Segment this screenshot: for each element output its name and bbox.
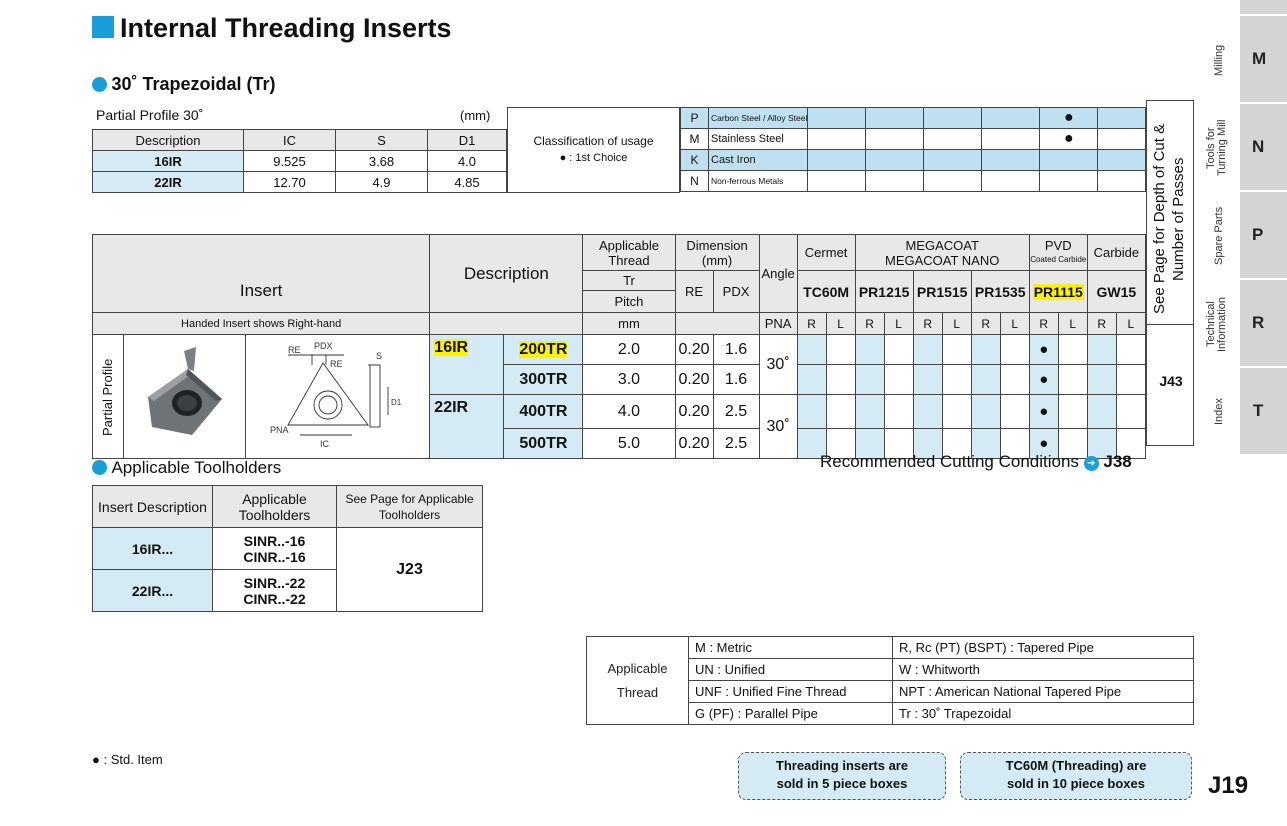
re-value: 0.20 xyxy=(675,335,713,365)
partial-profile-cell xyxy=(93,335,124,459)
drawing-label-pna: PNA xyxy=(269,425,289,435)
megacoat-nano-label: MEGACOAT NANO xyxy=(884,252,1000,268)
th-holder: CINR..-16 xyxy=(243,548,306,565)
class-code: K xyxy=(681,150,709,171)
th-insert: 16IR... xyxy=(93,528,213,570)
side-tab-top xyxy=(1240,0,1287,14)
arrow-right-icon: ➔ xyxy=(1084,456,1099,471)
pdx-value: 1.6 xyxy=(713,365,759,395)
pitch-value: 4.0 xyxy=(583,395,675,429)
box-note-line: sold in 5 piece boxes xyxy=(776,776,908,791)
side-tab-n[interactable] xyxy=(1240,104,1287,190)
carbide-header: Carbide xyxy=(1087,235,1145,271)
hand-l: L xyxy=(1116,313,1145,335)
hand-r: R xyxy=(797,313,826,335)
tab-label-milling: Milling xyxy=(1213,44,1225,76)
grade-pr1535: PR1535 xyxy=(971,271,1029,313)
pna-value: 30˚ xyxy=(759,395,797,459)
side-tab-t[interactable] xyxy=(1240,368,1287,454)
see-page-column xyxy=(1146,100,1194,446)
side-tab-p[interactable] xyxy=(1240,192,1287,278)
th-insert: 22IR... xyxy=(93,570,213,612)
description-header: Description xyxy=(430,235,583,313)
section-subtitle: 30˚ Trapezoidal (Tr) xyxy=(111,74,276,94)
insert-header: Insert xyxy=(239,280,283,300)
class-code: P xyxy=(681,108,709,129)
box-note-line: sold in 10 piece boxes xyxy=(1007,776,1145,791)
thread-type: G (PF) : Parallel Pipe xyxy=(689,703,893,725)
tab-label-spare-parts: Spare Parts xyxy=(1213,206,1225,266)
class-mark: ● xyxy=(1040,129,1098,150)
classification-label: Classification of usage xyxy=(533,134,654,148)
toolholders-table xyxy=(92,485,483,612)
thread-type: NPT : American National Tapered Pipe xyxy=(893,681,1194,703)
hand-l: L xyxy=(1000,313,1029,335)
class-name: Carbon Steel / Alloy Steel xyxy=(709,108,808,129)
insert-drawing-cell xyxy=(246,335,430,459)
pdx-header: PDX xyxy=(713,271,759,313)
drawing-label-ic: IC xyxy=(319,439,329,449)
hand-l: L xyxy=(884,313,913,335)
title-square-icon xyxy=(92,16,114,38)
pitch-value: 5.0 xyxy=(583,429,675,459)
page-number: J19 xyxy=(1208,772,1249,799)
th-holder: SINR..-16 xyxy=(243,532,306,549)
see-page-ref: J43 xyxy=(1159,373,1183,389)
holder-code: 16IR xyxy=(434,339,469,356)
tab-letter: M xyxy=(1252,49,1267,68)
tab-letter: R xyxy=(1252,313,1265,332)
grade-pr1515: PR1515 xyxy=(913,271,971,313)
tr-header: Tr xyxy=(583,271,675,291)
tab-letter: N xyxy=(1252,137,1265,156)
mm-header: mm xyxy=(583,313,675,335)
pitch-header: Pitch xyxy=(583,291,675,313)
hand-l: L xyxy=(826,313,855,335)
insert-desc: 300TR xyxy=(504,365,583,395)
class-code: N xyxy=(681,171,709,192)
desc-cell xyxy=(504,335,583,365)
hand-l: L xyxy=(942,313,971,335)
th-holders xyxy=(213,570,337,612)
first-choice-note: ● : 1st Choice xyxy=(559,152,628,164)
class-mark: ● xyxy=(1040,108,1098,129)
angle-header: Angle xyxy=(759,235,797,313)
grade-pr1115: PR1115 xyxy=(1033,283,1083,300)
grade-gw15: GW15 xyxy=(1087,271,1145,313)
toolholders-heading-block xyxy=(92,458,281,478)
tab-letter: T xyxy=(1253,401,1264,420)
th-header-page: See Page for Applicable Toolholders xyxy=(337,486,483,528)
dim-cell: 4.9 xyxy=(336,172,428,193)
insert-photo-cell xyxy=(124,335,246,459)
th-header-holders: Applicable Toolholders xyxy=(213,486,337,528)
drawing-label-d1: D1 xyxy=(390,398,401,407)
hand-l: L xyxy=(1058,313,1087,335)
box-note-line: Threading inserts are xyxy=(775,758,909,773)
insert-photo-icon xyxy=(130,339,240,449)
drawing-label-s: S xyxy=(375,351,382,361)
box-note-10pcs xyxy=(960,752,1192,800)
recommended-link[interactable] xyxy=(820,452,1132,472)
tab-label-technical-info: Technical Information xyxy=(1205,296,1228,352)
holder-code: 22IR xyxy=(430,395,504,459)
dimension-header: Dimension (mm) xyxy=(675,235,759,271)
grade-tc60m: TC60M xyxy=(797,271,855,313)
drawing-label-re2: RE xyxy=(329,359,343,369)
coated-carbide-label: Coated Carbide xyxy=(1030,254,1087,264)
insert-header-cell xyxy=(93,235,430,313)
thread-type: UN : Unified xyxy=(689,659,893,681)
box-note-5pcs xyxy=(738,752,946,800)
dim-cell: 22IR xyxy=(93,172,244,193)
pdx-value: 2.5 xyxy=(713,395,759,429)
dim-cell: 16IR xyxy=(93,151,244,172)
dim-header-s: S xyxy=(336,130,428,151)
recommended-text: Recommended Cutting Conditions xyxy=(820,452,1079,471)
insert-desc: 400TR xyxy=(504,395,583,429)
class-name: Non-ferrous Metals xyxy=(709,171,808,192)
grade-pr1215: PR1215 xyxy=(855,271,913,313)
dim-header-description: Description xyxy=(93,130,244,151)
re-value: 0.20 xyxy=(675,365,713,395)
classification-table xyxy=(680,107,1146,192)
dim-unit: (mm) xyxy=(460,108,491,123)
applicable-thread-header: Applicable Thread xyxy=(583,235,675,271)
re-header: RE xyxy=(675,271,713,313)
hand-r: R xyxy=(971,313,1000,335)
thread-type: M : Metric xyxy=(689,637,893,659)
th-holder: SINR..-22 xyxy=(243,574,306,591)
tab-label-index: Index xyxy=(1213,398,1225,426)
thread-type: R, Rc (PT) (BSPT) : Tapered Pipe xyxy=(893,637,1194,659)
see-page-label: See Page for Depth of Cut & Number of Passes xyxy=(1151,123,1187,315)
pvd-header xyxy=(1029,235,1087,271)
main-table xyxy=(92,234,1146,459)
megacoat-header xyxy=(855,235,1029,271)
dim-cell: 9.525 xyxy=(244,151,336,172)
std-mark: ● xyxy=(1029,429,1058,459)
holder-cell xyxy=(430,335,504,395)
pna-value: 30˚ xyxy=(759,335,797,395)
dim-header-ic: IC xyxy=(244,130,336,151)
drawing-label-re: RE xyxy=(287,345,301,355)
bullet-dot-icon xyxy=(92,77,107,92)
dim-header-d1: D1 xyxy=(428,130,507,151)
dim-cell: 4.85 xyxy=(428,172,507,193)
tab-letter: P xyxy=(1252,225,1264,244)
pitch-value: 2.0 xyxy=(583,335,675,365)
thread-type: W : Whitworth xyxy=(893,659,1194,681)
pitch-value: 3.0 xyxy=(583,365,675,395)
std-item-note: ● : Std. Item xyxy=(92,752,163,767)
std-mark: ● xyxy=(1029,395,1058,429)
recommended-ref: J38 xyxy=(1103,452,1132,471)
partial-profile-label: Partial Profile xyxy=(100,357,115,436)
thread-type: Tr : 30˚ Trapezoidal xyxy=(893,703,1194,725)
insert-desc: 500TR xyxy=(504,429,583,459)
classification-label-box xyxy=(507,107,680,193)
hand-r: R xyxy=(1029,313,1058,335)
side-tab-r[interactable] xyxy=(1240,280,1287,366)
pvd-label: PVD xyxy=(1044,237,1072,253)
pna-header: PNA xyxy=(759,313,797,335)
class-code: M xyxy=(681,129,709,150)
box-note-line: TC60M (Threading) are xyxy=(1005,758,1147,773)
hand-r: R xyxy=(913,313,942,335)
dim-cell: 12.70 xyxy=(244,172,336,193)
cermet-header: Cermet xyxy=(797,235,855,271)
th-header-insert: Insert Description xyxy=(93,486,213,528)
dim-caption: Partial Profile 30˚ xyxy=(96,107,204,123)
page-title: Internal Threading Inserts xyxy=(120,13,452,43)
insert-desc: 200TR xyxy=(519,340,568,358)
class-name: Cast Iron xyxy=(709,150,808,171)
side-tab-m[interactable] xyxy=(1240,16,1287,102)
th-holder: CINR..-22 xyxy=(243,590,306,607)
handed-note: Handed Insert shows Right-hand xyxy=(93,313,430,335)
dimension-table xyxy=(92,129,507,193)
applicable-thread-table xyxy=(586,636,1194,725)
dim-cell: 4.0 xyxy=(428,151,507,172)
th-page-ref: J23 xyxy=(337,528,483,612)
std-mark: ● xyxy=(1029,335,1058,365)
thread-type: UNF : Unified Fine Thread xyxy=(689,681,893,703)
th-holders xyxy=(213,528,337,570)
re-value: 0.20 xyxy=(675,395,713,429)
class-name: Stainless Steel xyxy=(709,129,808,150)
pdx-value: 1.6 xyxy=(713,335,759,365)
megacoat-label: MEGACOAT xyxy=(905,237,979,253)
toolholders-heading: Applicable Toolholders xyxy=(111,458,282,477)
drawing-label-pdx: PDX xyxy=(313,341,333,351)
std-mark: ● xyxy=(1029,365,1058,395)
insert-drawing-icon xyxy=(248,335,428,453)
tab-label-turning-mill: Tools for Turning Mill xyxy=(1205,119,1228,177)
dim-cell: 3.68 xyxy=(336,151,428,172)
hand-r: R xyxy=(855,313,884,335)
hand-r: R xyxy=(1087,313,1116,335)
subtitle-block xyxy=(92,74,276,95)
bullet-dot-icon xyxy=(92,460,107,475)
pdx-value: 2.5 xyxy=(713,429,759,459)
grade-pr1115-cell xyxy=(1029,271,1087,313)
re-value: 0.20 xyxy=(675,429,713,459)
applicable-thread-label: Applicable Thread xyxy=(587,637,689,725)
